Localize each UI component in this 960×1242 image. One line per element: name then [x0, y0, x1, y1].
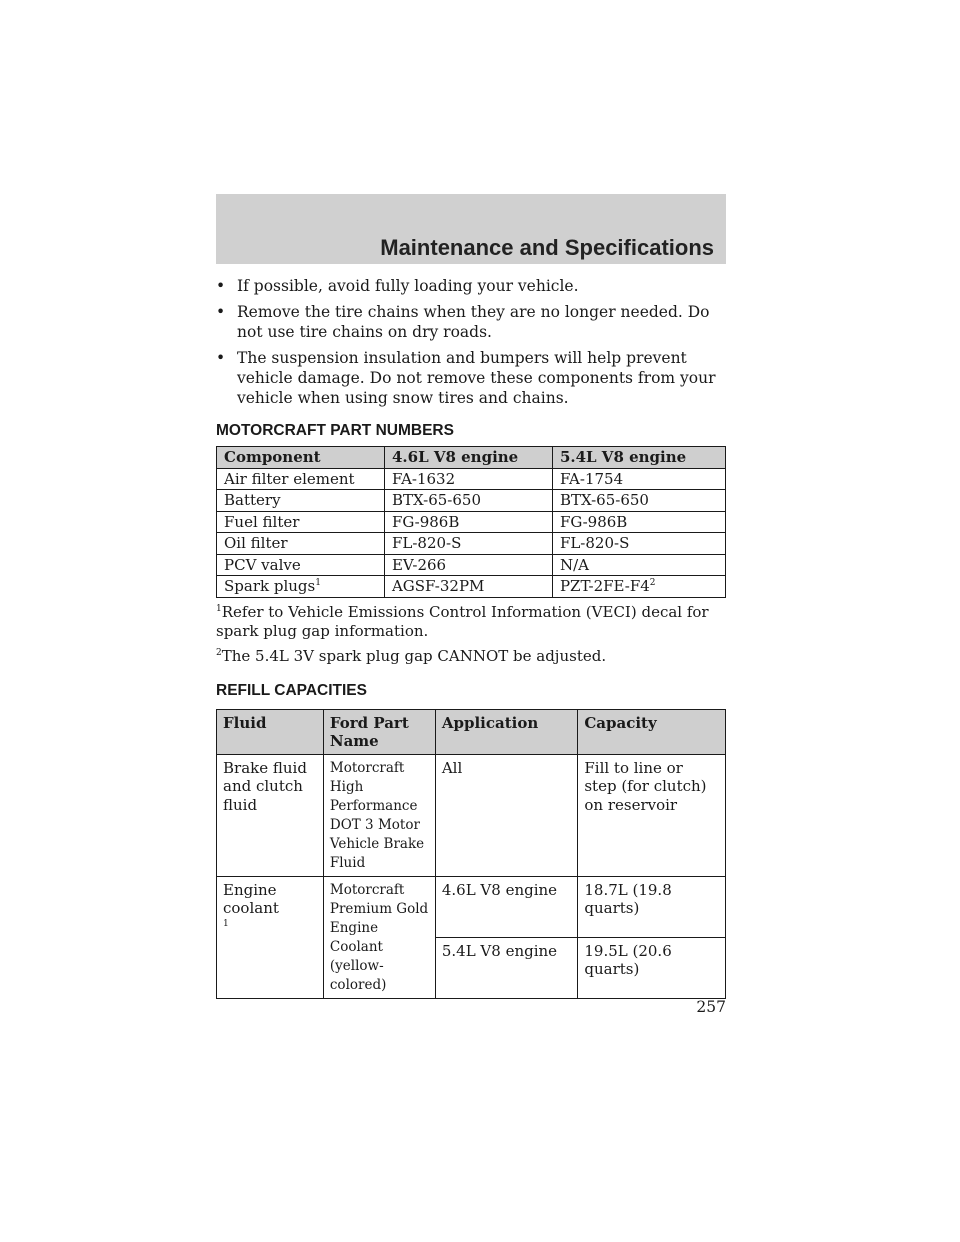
list-item: • If possible, avoid fully loading your vehicle.: [216, 277, 579, 295]
table-cell: Brake fluid and clutch fluid: [217, 754, 324, 876]
table-cell: Spark plugs$^1$: [217, 576, 385, 598]
table-cell: All: [435, 754, 578, 876]
table-cell: FL-820-S: [552, 533, 725, 555]
table-cell: FA-1754: [552, 468, 725, 490]
table-cell: Motorcraft High Performance DOT 3 Motor Vehicle Brake Fluid: [323, 754, 435, 876]
column-header: Capacity: [578, 709, 726, 754]
column-header: Fluid: [217, 709, 324, 754]
section-header-band: [216, 194, 726, 264]
table-cell: PZT-$2FE-F4^2$: [552, 576, 725, 598]
table-cell: 5.4L V8 engine: [435, 937, 578, 998]
bullet-icon: •: [216, 303, 226, 321]
table-cell: 4.6L V8 engine: [435, 876, 578, 937]
table-cell: Motorcraft Premium Gold Engine Coolant (yellow-colored): [323, 876, 435, 998]
column-header: Component: [217, 447, 385, 469]
table-cell: FL-820-S: [384, 533, 552, 555]
table-row: [217, 511, 726, 533]
table-cell: FG-986B: [552, 511, 725, 533]
table-cell: 19.5L (20.6 quarts): [578, 937, 726, 998]
table-header-row: [217, 709, 726, 754]
table-cell: FG-986B: [384, 511, 552, 533]
table-cell: PCV valve: [217, 554, 385, 576]
footnote-mark: 2: [216, 647, 222, 658]
table-row: [217, 490, 726, 512]
motorcraft-heading: MOTORCRAFT PART NUMBERS: [216, 422, 454, 439]
table-cell: Fill to line or step (for clutch) on reservoir: [578, 754, 726, 876]
page-content: [216, 276, 726, 999]
footnote-ref: 2: [649, 578, 656, 588]
table-cell: N/A: [552, 554, 725, 576]
table-row: [217, 468, 726, 490]
footnote-ref: 1: [223, 918, 229, 929]
table-cell: FA-1632: [384, 468, 552, 490]
table-cell: 18.7L (19.8 quarts): [578, 876, 726, 937]
table-cell: Oil filter: [217, 533, 385, 555]
refill-capacities-table: [216, 709, 726, 999]
footnote: $^2$The 5.4L 3V spark plug gap CANNOT be adjusted.: [216, 646, 607, 665]
table-cell: AGSF-32PM: [384, 576, 552, 598]
table-row: [217, 876, 726, 937]
bullet-icon: •: [216, 277, 226, 295]
page-number: 257: [696, 998, 726, 1016]
list-item: • Remove the tire chains when they are no longer needed. Do not use tire chains on dry roads.: [216, 303, 710, 341]
column-header: 5.4L V8 engine: [552, 447, 725, 469]
table-header-row: [217, 447, 726, 469]
table-cell: Engine coolant $^1$: [217, 876, 324, 998]
bullet-list: [216, 276, 726, 408]
table-cell: BTX-65-650: [552, 490, 725, 512]
table-cell: Air filter element: [217, 468, 385, 490]
table-row: [217, 533, 726, 555]
table-row: [217, 554, 726, 576]
table-row: [217, 754, 726, 876]
footnote: $^1$Refer to Vehicle Emissions Control Information (VECI) decal for spark plug gap information.: [216, 602, 709, 640]
table-row: [217, 576, 726, 598]
bullet-icon: •: [216, 349, 226, 367]
motorcraft-parts-table: [216, 446, 726, 598]
section-title: Maintenance and Specifications: [380, 235, 714, 260]
footnote-ref: 1: [315, 578, 321, 588]
footnote-mark: 1: [216, 603, 222, 614]
list-item: • The suspension insulation and bumpers will help prevent vehicle damage. Do not remove these components from your vehicle when using snow tires and chains.: [216, 349, 716, 407]
table-cell: EV-266: [384, 554, 552, 576]
column-header: 4.6L V8 engine: [384, 447, 552, 469]
column-header: Ford Part Name: [323, 709, 435, 754]
table-cell: BTX-65-650: [384, 490, 552, 512]
table-cell: Battery: [217, 490, 385, 512]
refill-heading: REFILL CAPACITIES: [216, 681, 367, 699]
column-header: Application: [435, 709, 578, 754]
table-cell: Fuel filter: [217, 511, 385, 533]
